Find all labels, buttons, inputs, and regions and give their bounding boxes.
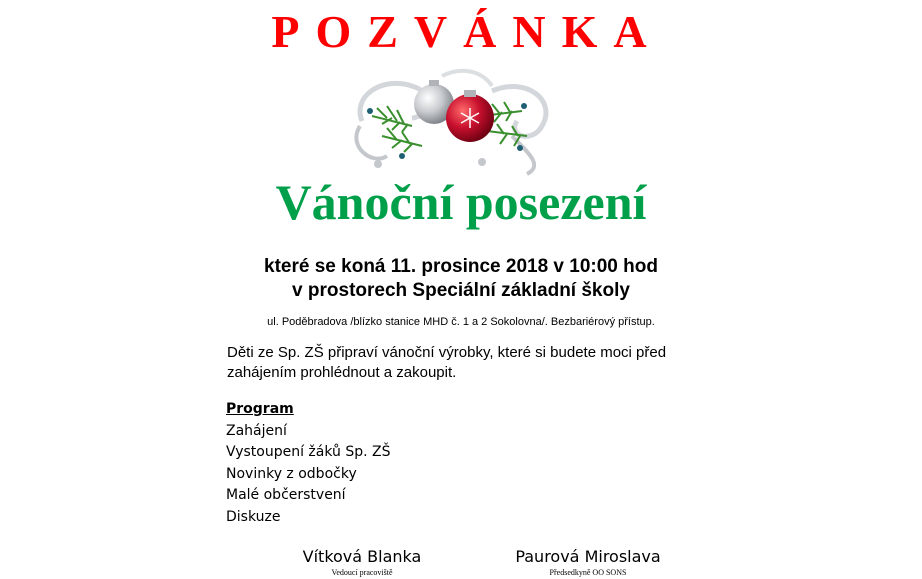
event-description: Děti ze Sp. ZŠ připraví vánoční výrobky, které si budete moci před zahájením prohlédnout a zakoupit. xyxy=(227,344,667,381)
invitation-title: POZVÁNKA xyxy=(271,6,663,57)
program-item: Zahájení xyxy=(226,422,287,439)
christmas-ornament-icon xyxy=(342,66,560,176)
signature-role: Vedoucí pracoviště xyxy=(331,568,393,577)
program-section xyxy=(226,399,391,529)
signature-name: Vítková Blanka xyxy=(302,547,422,566)
program-item: Novinky z odbočky xyxy=(226,465,357,482)
event-date-time: které se koná 11. prosince 2018 v 10:00 hod xyxy=(264,256,658,277)
signature-role: Předsedkyně OO SONS xyxy=(549,568,627,577)
signature-name: Paurová Miroslava xyxy=(515,547,661,566)
program-item: Vystoupení žáků Sp. ZŠ xyxy=(226,444,391,461)
signature-right xyxy=(498,546,678,578)
signature-left xyxy=(282,546,442,578)
event-address: ul. Poděbradova /blízko stanice MHD č. 1 a 2 Sokolovna/. Bezbariérový přístup. xyxy=(267,316,655,328)
program-item: Diskuze xyxy=(226,508,281,525)
event-venue: v prostorech Speciální základní školy xyxy=(292,280,630,301)
program-item: Malé občerstvení xyxy=(226,487,346,504)
event-name: Vánoční posezení xyxy=(275,174,647,230)
program-heading: Program xyxy=(226,401,294,417)
